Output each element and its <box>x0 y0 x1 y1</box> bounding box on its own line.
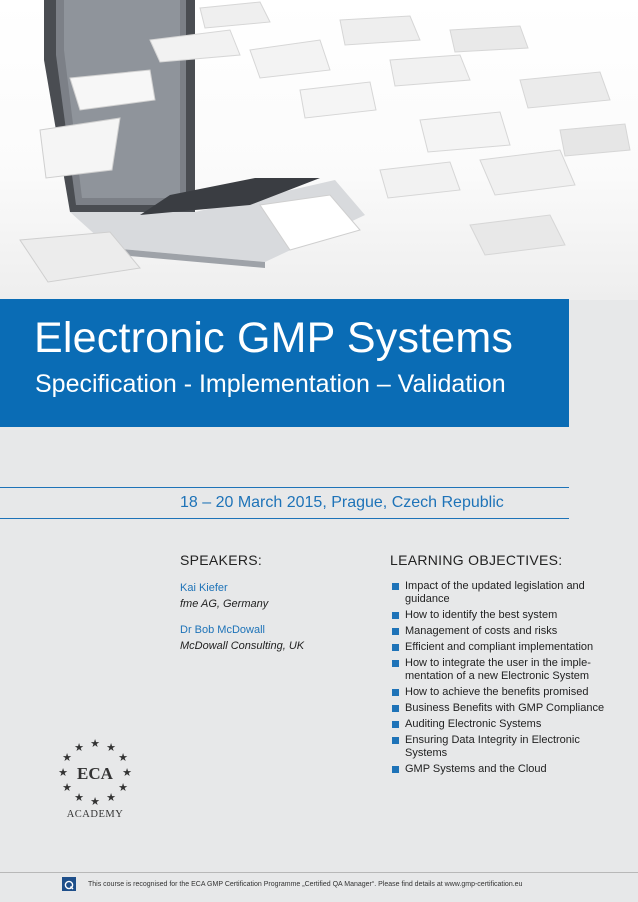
svg-text:★: ★ <box>90 737 100 750</box>
square-bullet-icon <box>392 583 399 590</box>
objective-text: Auditing Electronic Systems <box>405 718 542 730</box>
date-location: 18 – 20 March 2015, Prague, Czech Republic <box>180 494 504 511</box>
footer-divider <box>0 872 638 873</box>
speaker-name: Dr Bob McDowall <box>180 624 265 636</box>
square-bullet-icon <box>392 689 399 696</box>
certification-icon <box>62 877 76 891</box>
objective-text: Impact of the updated legislation and guidance <box>405 580 585 605</box>
course-title: Electronic GMP Systems <box>34 314 514 362</box>
objectives-list <box>392 580 607 779</box>
square-bullet-icon <box>392 628 399 635</box>
eca-logo-caption: ACADEMY <box>66 809 124 819</box>
objective-item <box>392 763 607 776</box>
objective-text: Ensuring Data Integrity in Electronic Systems <box>405 734 580 759</box>
square-bullet-icon <box>392 644 399 651</box>
svg-text:★: ★ <box>122 766 132 779</box>
svg-text:★: ★ <box>106 741 116 754</box>
objective-item <box>392 609 607 622</box>
objectives-heading: LEARNING OBJECTIVES: <box>390 552 563 568</box>
divider-bottom <box>0 518 569 519</box>
objective-text: GMP Systems and the Cloud <box>405 763 547 775</box>
eca-academy-logo <box>50 737 140 819</box>
svg-text:★: ★ <box>90 795 100 808</box>
speaker-item <box>180 580 268 612</box>
objective-item <box>392 625 607 638</box>
square-bullet-icon <box>392 766 399 773</box>
objective-text: How to identify the best system <box>405 609 558 621</box>
speaker-name: Kai Kiefer <box>180 582 228 594</box>
eca-logo-text: ECA <box>77 764 113 783</box>
objective-item <box>392 718 607 731</box>
svg-text:★: ★ <box>62 751 72 764</box>
objective-item <box>392 734 607 760</box>
speaker-organization: McDowall Consulting, UK <box>180 640 305 652</box>
objective-text: How to integrate the user in the imple-mentation of a new Electronic System <box>405 657 591 682</box>
square-bullet-icon <box>392 721 399 728</box>
objective-item <box>392 580 607 606</box>
speaker-item <box>180 622 304 654</box>
svg-text:★: ★ <box>106 791 116 804</box>
objective-text: Management of costs and risks <box>405 625 558 637</box>
objective-text: Business Benefits with GMP Compliance <box>405 702 605 714</box>
square-bullet-icon <box>392 737 399 744</box>
svg-text:★: ★ <box>74 741 84 754</box>
objective-item <box>392 657 607 683</box>
square-bullet-icon <box>392 705 399 712</box>
svg-text:★: ★ <box>74 791 84 804</box>
speakers-heading: SPEAKERS: <box>180 552 263 568</box>
objective-text: Efficient and compliant implementation <box>405 641 594 653</box>
objective-item <box>392 641 607 654</box>
speaker-organization: fme AG, Germany <box>180 598 269 610</box>
square-bullet-icon <box>392 660 399 667</box>
divider-top <box>0 487 569 488</box>
svg-text:★: ★ <box>58 766 68 779</box>
objective-item <box>392 686 607 699</box>
objective-text: How to achieve the benefits promised <box>405 686 589 698</box>
objective-item <box>392 702 607 715</box>
square-bullet-icon <box>392 612 399 619</box>
svg-text:★: ★ <box>118 751 128 764</box>
svg-text:★: ★ <box>118 781 128 794</box>
hero-image <box>0 0 638 300</box>
laptop-papers-illustration <box>0 0 638 300</box>
footer-note: This course is recognised for the ECA GMP Certification Programme „Certified QA Manager“. Please find details at www.gmp-certification.eu <box>88 881 523 888</box>
svg-text:★: ★ <box>62 781 72 794</box>
course-subtitle: Specification - Implementation – Validation <box>35 370 506 398</box>
